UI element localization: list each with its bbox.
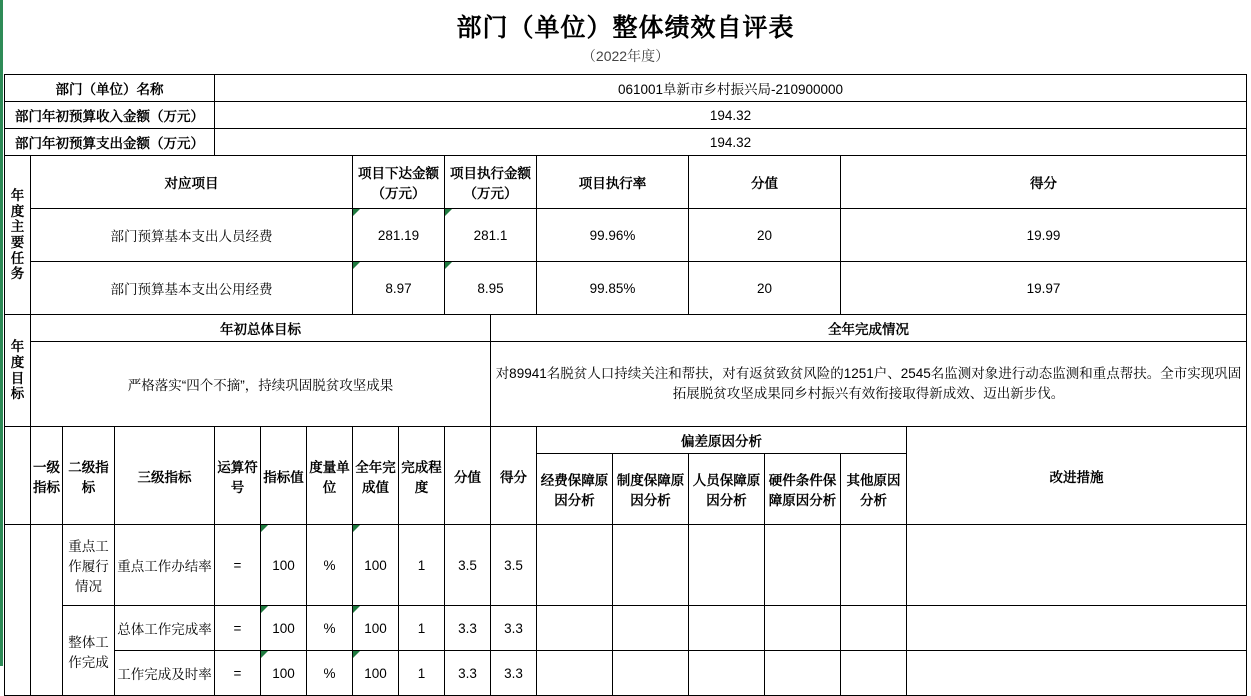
cell-level3: 重点工作办结率 (115, 525, 215, 606)
cell-dev-system (613, 606, 689, 651)
cell-dev-staff (689, 651, 765, 696)
table-row-tasks-header (5, 156, 1247, 209)
col-level3: 三级指标 (115, 427, 215, 525)
cell-score: 3.5 (491, 525, 537, 606)
cell-target: 100 (261, 525, 307, 606)
cell-unit: % (307, 525, 353, 606)
performance-table (4, 74, 1247, 696)
dept-name-label: 部门（单位）名称 (5, 75, 215, 102)
task-issued: 8.97 (353, 262, 445, 315)
col-dev-hardware: 硬件条件保障原因分析 (765, 454, 841, 525)
budget-income-value: 194.32 (215, 102, 1247, 129)
cell-dev-hardware (765, 525, 841, 606)
cell-target: 100 (261, 651, 307, 696)
table-row-budget-income (5, 102, 1247, 129)
tasks-col-project: 对应项目 (31, 156, 353, 209)
left-accent-bar (0, 0, 3, 666)
goals-row-label: 年度 目标 (5, 315, 31, 427)
table-row-task-2 (5, 262, 1247, 315)
col-target: 指标值 (261, 427, 307, 525)
cell-dev-funding (537, 606, 613, 651)
col-dev-system: 制度保障原因分析 (613, 454, 689, 525)
cell-target: 100 (261, 606, 307, 651)
cell-weight: 3.3 (445, 651, 491, 696)
cell-level2: 整体工作完成 (63, 606, 115, 696)
cell-operator: = (215, 651, 261, 696)
tasks-col-score: 得分 (841, 156, 1247, 209)
task-executed: 281.1 (445, 209, 537, 262)
cell-level3: 总体工作完成率 (115, 606, 215, 651)
goals-initial-text: 严格落实“四个不摘”，持续巩固脱贫攻坚成果 (31, 342, 491, 427)
cell-weight: 3.5 (445, 525, 491, 606)
table-row-budget-expense (5, 129, 1247, 156)
col-degree: 完成程度 (399, 427, 445, 525)
task-rate: 99.85% (537, 262, 689, 315)
cell-degree: 1 (399, 525, 445, 606)
cell-score: 3.3 (491, 651, 537, 696)
task-project: 部门预算基本支出公用经费 (31, 262, 353, 315)
col-unit: 度量单位 (307, 427, 353, 525)
page-subtitle: （2022年度） (581, 48, 670, 64)
col-weight: 分值 (445, 427, 491, 525)
cell-degree: 1 (399, 606, 445, 651)
budget-expense-label: 部门年初预算支出金额（万元） (5, 129, 215, 156)
cell-unit: % (307, 606, 353, 651)
cell-annual: 100 (353, 525, 399, 606)
col-dev-staff: 人员保障原因分析 (689, 454, 765, 525)
cell-dev-other (841, 651, 907, 696)
col-dev-other: 其他原因分析 (841, 454, 907, 525)
tasks-row-label: 年度 主要 任务 (5, 156, 31, 315)
col-level2: 二级指标 (63, 427, 115, 525)
table-row-task-1 (5, 209, 1247, 262)
cell-dev-staff (689, 606, 765, 651)
cell-dev-other (841, 525, 907, 606)
cell-operator: = (215, 525, 261, 606)
cell-annual: 100 (353, 606, 399, 651)
col-level1: 一级指标 (31, 427, 63, 525)
cell-dev-system (613, 651, 689, 696)
col-dev-funding: 经费保障原因分析 (537, 454, 613, 525)
goals-col-initial: 年初总体目标 (31, 315, 491, 342)
indicators-left-edge (5, 525, 31, 696)
col-measures: 改进措施 (907, 427, 1247, 525)
cell-dev-funding (537, 525, 613, 606)
page-title: 部门（单位）整体绩效自评表 (456, 15, 795, 42)
task-score: 19.97 (841, 262, 1247, 315)
cell-level3: 工作完成及时率 (115, 651, 215, 696)
col-deviation-group: 偏差原因分析 (537, 427, 907, 454)
task-issued: 281.19 (353, 209, 445, 262)
goals-col-completion: 全年完成情况 (491, 315, 1247, 342)
cell-degree: 1 (399, 651, 445, 696)
cell-operator: = (215, 606, 261, 651)
cell-level2: 重点工作履行情况 (63, 525, 115, 606)
task-executed: 8.95 (445, 262, 537, 315)
cell-dev-other (841, 606, 907, 651)
cell-unit: % (307, 651, 353, 696)
task-weight: 20 (689, 262, 841, 315)
cell-measures (907, 651, 1247, 696)
goals-completion-text: 对89941名脱贫人口持续关注和帮扶，对有返贫致贫风险的1251户、2545名监测对象进行动态监测和重点帮扶。全市实现巩固拓展脱贫攻坚成果同乡村振兴有效衔接取得新成效、迈出新步伐。 (491, 342, 1247, 427)
budget-income-label: 部门年初预算收入金额（万元） (5, 102, 215, 129)
table-row-goals-header (5, 315, 1247, 342)
indicators-spacer (5, 427, 31, 525)
budget-expense-value: 194.32 (215, 129, 1247, 156)
tasks-col-weight: 分值 (689, 156, 841, 209)
table-row-goals-content (5, 342, 1247, 427)
cell-annual: 100 (353, 651, 399, 696)
cell-dev-staff (689, 525, 765, 606)
col-score: 得分 (491, 427, 537, 525)
cell-level1 (31, 525, 63, 696)
task-weight: 20 (689, 209, 841, 262)
task-project: 部门预算基本支出人员经费 (31, 209, 353, 262)
table-row-dept-name (5, 75, 1247, 102)
cell-dev-funding (537, 651, 613, 696)
cell-measures (907, 606, 1247, 651)
cell-dev-hardware (765, 651, 841, 696)
cell-measures (907, 525, 1247, 606)
tasks-col-issued: 项目下达金额（万元） (353, 156, 445, 209)
cell-score: 3.3 (491, 606, 537, 651)
dept-name-value: 061001阜新市乡村振兴局-210900000 (215, 75, 1247, 102)
tasks-col-rate: 项目执行率 (537, 156, 689, 209)
cell-dev-system (613, 525, 689, 606)
tasks-col-executed: 项目执行金额（万元） (445, 156, 537, 209)
table-row (5, 525, 1247, 606)
task-rate: 99.96% (537, 209, 689, 262)
task-score: 19.99 (841, 209, 1247, 262)
col-operator: 运算符号 (215, 427, 261, 525)
cell-dev-hardware (765, 606, 841, 651)
table-row (5, 606, 1247, 651)
col-annual: 全年完成值 (353, 427, 399, 525)
table-row-indicators-header-1 (5, 427, 1247, 454)
table-row (5, 651, 1247, 696)
cell-weight: 3.3 (445, 606, 491, 651)
